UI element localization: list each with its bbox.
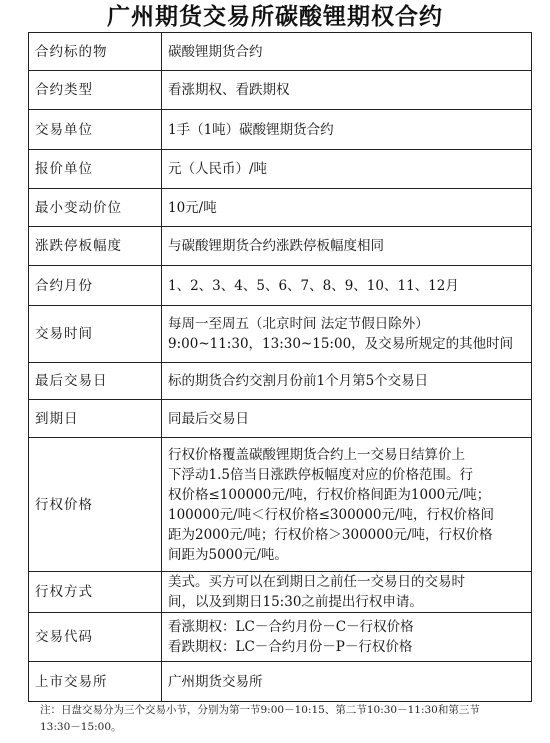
spec-table-body [29, 33, 532, 702]
row-label: 行权价格 [29, 438, 162, 572]
spec-row-months [29, 266, 532, 306]
value-line: 看涨期权、看跌期权 [168, 82, 290, 98]
footnote-line: 注：日盘交易分为三个交易小节，分别为第一节9:00－10:15、第二节10:30－11:30和第三节 [40, 704, 480, 716]
row-value [162, 438, 532, 572]
value-line: 距为2000元/吨；行权价格＞300000元/吨，行权价格 [168, 526, 493, 543]
spec-row-quote-unit [29, 150, 532, 189]
row-label: 最后交易日 [29, 363, 162, 400]
spec-row-tick [29, 189, 532, 227]
row-label: 合约月份 [29, 266, 162, 306]
row-value [162, 400, 532, 438]
row-label: 交易时间 [29, 306, 162, 363]
value-line: 同最后交易日 [168, 410, 249, 427]
row-label: 到期日 [29, 400, 162, 438]
row-value [162, 613, 532, 662]
footnote-line: 13:30－15:00。 [40, 721, 122, 733]
spec-row-limit [29, 227, 532, 266]
row-value [162, 572, 532, 613]
value-line: 与碳酸锂期货合约涨跌停板幅度相同 [168, 238, 384, 254]
row-value [162, 150, 532, 189]
value-line: 看涨期权：LC－合约月份－C－行权价格 [168, 619, 414, 635]
spec-row-exercise [29, 572, 532, 613]
row-label: 最小变动价位 [29, 189, 162, 227]
row-label: 上市交易所 [29, 662, 162, 702]
spec-row-expiry [29, 400, 532, 438]
row-label: 合约类型 [29, 71, 162, 110]
spec-row-type [29, 71, 532, 110]
row-value [162, 189, 532, 227]
value-line: 每周一至周五（北京时间 法定节假日除外） [168, 316, 429, 332]
spec-row-unit [29, 110, 532, 150]
row-label: 交易代码 [29, 613, 162, 662]
value-line: 100000元/吨＜行权价格≤300000元/吨，行权价格间 [168, 506, 494, 523]
spec-row-code [29, 613, 532, 662]
value-line: 9:00~11:30，13:30~15:00，及交易所规定的其他时间 [168, 336, 514, 352]
row-value [162, 71, 532, 110]
value-line: 元（人民币）/吨 [168, 161, 268, 177]
row-value [162, 110, 532, 150]
value-line: 1、2、3、4、5、6、7、8、9、10、11、12月 [168, 277, 459, 294]
spec-row-strike [29, 438, 532, 572]
spec-row-exchange [29, 662, 532, 702]
value-line: 碳酸锂期货合约 [168, 43, 263, 60]
row-value [162, 306, 532, 363]
value-line: 权价格≤100000元/吨，行权价格间距为1000元/吨； [168, 486, 491, 503]
row-label: 合约标的物 [29, 33, 162, 71]
value-line: 10元/吨 [168, 199, 217, 216]
row-label: 交易单位 [29, 110, 162, 150]
spec-row-underlying [29, 33, 532, 71]
row-value [162, 266, 532, 306]
value-line: 1手（1吨）碳酸锂期货合约 [168, 121, 334, 138]
footnote [40, 702, 530, 736]
document-title: 广州期货交易所碳酸锂期权合约 [107, 4, 443, 30]
contract-spec-table [28, 32, 532, 702]
row-label: 报价单位 [29, 150, 162, 189]
row-value [162, 363, 532, 400]
spec-row-hours [29, 306, 532, 363]
value-line: 间，以及到期日15:30之前提出行权申请。 [168, 594, 423, 610]
row-label: 行权方式 [29, 572, 162, 613]
value-line: 行权价格覆盖碳酸锂期货合约上一交易日结算价上 [168, 446, 465, 463]
value-line: 看跌期权：LC－合约月份－P－行权价格 [168, 639, 413, 655]
row-value [162, 33, 532, 71]
value-line: 标的期货合约交割月份前1个月第5个交易日 [168, 373, 429, 389]
row-value [162, 662, 532, 702]
value-line: 美式。买方可以在到期日之前任一交易日的交易时 [168, 574, 465, 590]
value-line: 广州期货交易所 [168, 673, 263, 690]
row-label: 涨跌停板幅度 [29, 227, 162, 266]
value-line: 下浮动1.5倍当日涨跌停板幅度对应的价格范围。行 [168, 466, 473, 483]
row-value [162, 227, 532, 266]
value-line: 间距为5000元/吨。 [168, 546, 288, 563]
spec-row-last-day [29, 363, 532, 400]
